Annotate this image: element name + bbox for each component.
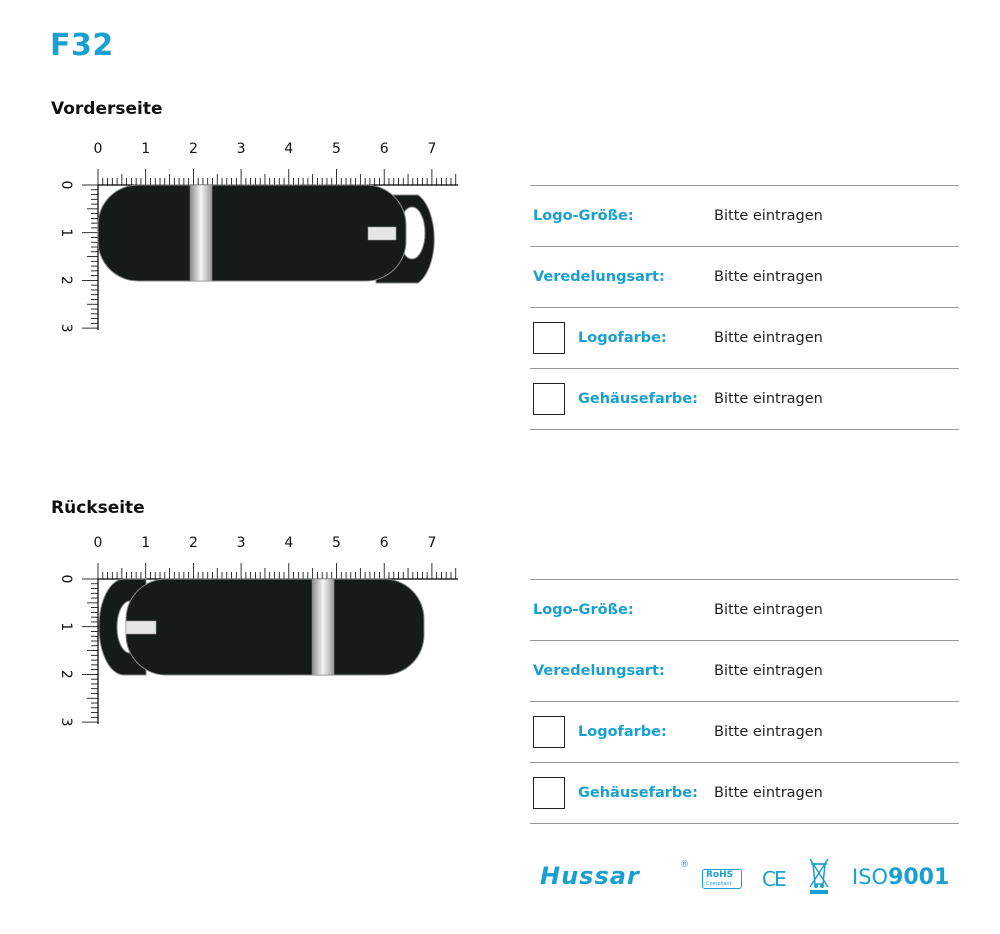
ruler-x-label: 7 (427, 535, 437, 551)
logo-color-label: Logofarbe: (578, 724, 667, 740)
finishing-label: Veredelungsart: (533, 269, 665, 285)
back-row-finishing (530, 640, 959, 701)
logo-color-checkbox[interactable] (533, 716, 565, 748)
ruler-x-label: 2 (188, 141, 198, 157)
ruler-x-label: 6 (379, 141, 389, 157)
ce-mark: CE (762, 867, 785, 891)
ruler-x-label: 0 (93, 535, 103, 551)
logo-color-value[interactable]: Bitte eintragen (714, 330, 823, 346)
housing-color-value[interactable]: Bitte eintragen (714, 785, 823, 801)
front-form (530, 185, 959, 430)
housing-color-label: Gehäusefarbe: (578, 785, 698, 801)
ruler-y-label: 1 (58, 228, 74, 238)
ruler-x-label: 3 (236, 535, 246, 551)
ruler-x-label: 5 (332, 535, 341, 551)
front-ruler-diagram (46, 138, 466, 338)
iso-prefix: ISO (852, 865, 889, 889)
registered-mark: ® (680, 860, 689, 870)
logo-color-label: Logofarbe: (578, 330, 667, 346)
back-section-title: Rückseite (51, 498, 145, 518)
iso-9001-logo (852, 865, 949, 890)
ruler-y-label: 3 (58, 717, 74, 727)
front-tab (368, 227, 396, 240)
back-usb-stick (99, 579, 424, 675)
ruler-x-label: 1 (141, 535, 151, 551)
back-ruler-diagram (46, 532, 466, 732)
footer-logos (540, 850, 950, 910)
logo-color-value[interactable]: Bitte eintragen (714, 724, 823, 740)
back-metal-stripe (312, 579, 334, 675)
rohs-sub-text: Compliant (706, 881, 732, 887)
finishing-label: Veredelungsart: (533, 663, 665, 679)
housing-color-label: Gehäusefarbe: (578, 391, 698, 407)
front-usb-stick (98, 185, 434, 283)
finishing-value[interactable]: Bitte eintragen (714, 269, 823, 285)
front-section-title: Vorderseite (51, 99, 163, 119)
ruler-y-label: 0 (58, 180, 74, 190)
housing-color-value[interactable]: Bitte eintragen (714, 391, 823, 407)
back-row-logo-size (530, 579, 959, 640)
front-row-logo-size (530, 185, 959, 246)
logo-size-value[interactable]: Bitte eintragen (714, 208, 823, 224)
iso-number: 9001 (888, 865, 950, 890)
front-metal-stripe (190, 185, 212, 281)
front-row-logo-color (530, 307, 959, 368)
ruler-x-label: 0 (93, 141, 103, 157)
front-row-housing-color (530, 368, 959, 430)
logo-size-label: Logo-Größe: (533, 208, 634, 224)
ruler-y-label: 2 (58, 669, 74, 679)
ruler-y-label: 1 (58, 622, 74, 632)
ruler-x-label: 4 (284, 141, 294, 157)
ruler-x-label: 2 (188, 535, 198, 551)
ruler-y-label: 3 (58, 323, 74, 333)
logo-color-checkbox[interactable] (533, 322, 565, 354)
housing-color-checkbox[interactable] (533, 777, 565, 809)
back-row-housing-color (530, 762, 959, 824)
back-form (530, 579, 959, 824)
ruler-x-label: 5 (332, 141, 341, 157)
ruler-x-label: 3 (236, 141, 246, 157)
logo-size-value[interactable]: Bitte eintragen (714, 602, 823, 618)
ruler-x-label: 6 (379, 535, 389, 551)
back-tab (126, 621, 156, 634)
weee-bin-icon (807, 856, 831, 896)
front-row-finishing (530, 246, 959, 307)
logo-size-label: Logo-Größe: (533, 602, 634, 618)
ruler-x-label: 1 (141, 141, 151, 157)
ruler-y-label: 0 (58, 574, 74, 584)
finishing-value[interactable]: Bitte eintragen (714, 663, 823, 679)
rohs-badge (702, 869, 742, 889)
page-title: F32 (50, 28, 114, 63)
ruler-x-label: 4 (284, 535, 294, 551)
housing-color-checkbox[interactable] (533, 383, 565, 415)
back-row-logo-color (530, 701, 959, 762)
hussar-logo: Hussar (540, 862, 640, 890)
ruler-y-label: 2 (58, 275, 74, 285)
rohs-text: RoHS (706, 870, 734, 880)
ruler-x-label: 7 (427, 141, 437, 157)
